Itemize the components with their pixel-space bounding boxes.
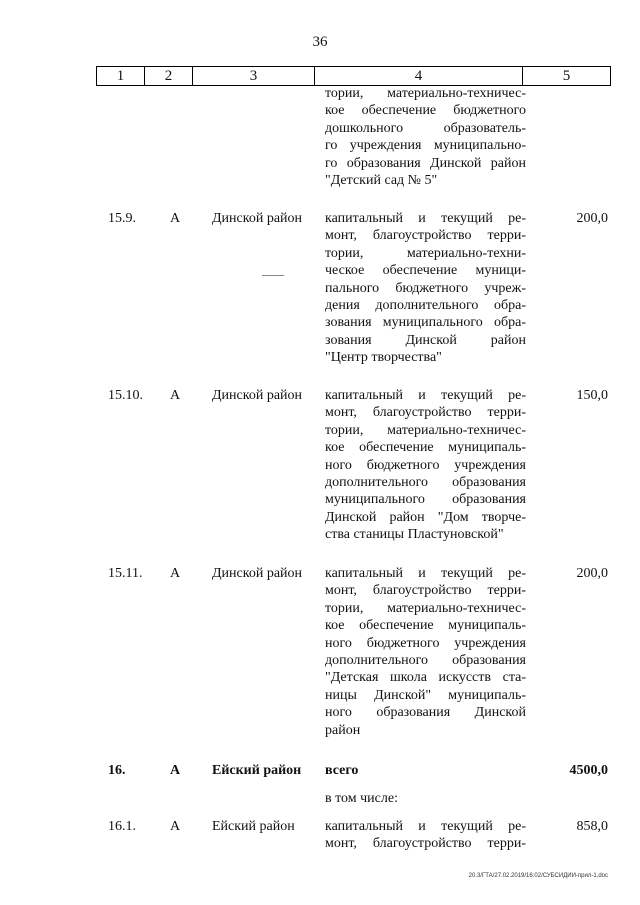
row-description	[325, 565, 526, 739]
row-number: 15.9.	[108, 211, 136, 226]
desc-line: "Центр творчества"	[325, 350, 442, 366]
continuation-description	[325, 85, 526, 189]
desc-line: тории, материально-техничес-	[325, 600, 526, 616]
desc-line: в том числе:	[325, 791, 398, 806]
desc-line: тории, материально-техничес-	[325, 422, 526, 438]
row-description	[325, 210, 526, 367]
table-header-row	[96, 66, 611, 86]
row-district: Динской район	[212, 211, 303, 226]
header-col-2: 2	[145, 67, 193, 85]
desc-line: дения дополнительного обра-	[325, 298, 526, 314]
desc-line: тории, материально-техничес-	[325, 86, 526, 101]
desc-line: тории, материально-техни-	[325, 245, 526, 261]
row-amount: 858,0	[576, 819, 608, 834]
desc-line: ческое обеспечение муници-	[325, 263, 526, 279]
header-col-4: 4	[315, 67, 523, 85]
desc-line: монт, благоустройство терри-	[325, 405, 526, 421]
row-letter: А	[170, 763, 181, 778]
desc-line: монт, благоустройство терри-	[325, 583, 526, 599]
row-letter: А	[170, 819, 181, 834]
row-amount: 4500,0	[569, 763, 608, 778]
desc-line: пального бюджетного учреж-	[325, 280, 526, 296]
row-description	[325, 762, 526, 779]
desc-line: капитальный и текущий ре-	[325, 388, 526, 403]
desc-line: "Детский сад № 5"	[325, 173, 438, 189]
row-letter: А	[170, 566, 181, 581]
desc-line: ницы Динской" муниципаль-	[325, 687, 526, 703]
desc-line: кое обеспечение муниципаль-	[325, 440, 526, 456]
desc-line: ного образования Динской	[325, 705, 526, 721]
desc-line: район	[325, 722, 361, 738]
desc-line: монт, благоустройство терри-	[325, 228, 526, 244]
desc-line: Динской район "Дом творче-	[325, 509, 526, 525]
desc-line: дошкольного образователь-	[325, 120, 526, 136]
desc-line: кое обеспечение бюджетного	[325, 103, 526, 119]
file-path-footer: 20.3/ГТА/27.02.2019/16:02/СУБСИДИИ-прил-1.doc	[468, 873, 608, 879]
row-district: Ейский район	[212, 819, 295, 834]
desc-line: зования муниципального обра-	[325, 315, 526, 331]
row-amount: 150,0	[576, 388, 608, 403]
desc-line: муниципального образования	[325, 492, 526, 508]
desc-line: зования Динской район	[325, 332, 526, 348]
desc-line: го учреждения муниципально-	[325, 138, 526, 154]
row-letter: А	[170, 388, 181, 403]
row-number: 15.10.	[108, 388, 143, 403]
row-number: 16.1.	[108, 819, 136, 834]
row-district: Ейский район	[212, 763, 302, 778]
row-district: Динской район	[212, 388, 303, 403]
row-number: 15.11.	[108, 566, 143, 581]
desc-line: капитальный и текущий ре-	[325, 819, 526, 834]
desc-line: кое обеспечение муниципаль-	[325, 618, 526, 634]
separator-dash	[262, 275, 284, 276]
including-label	[325, 790, 526, 807]
desc-line: го образования Динской район	[325, 155, 526, 171]
header-col-5: 5	[562, 68, 571, 84]
desc-line: "Детская школа искусств ста-	[325, 670, 526, 686]
row-amount: 200,0	[576, 566, 608, 581]
row-district: Динской район	[212, 566, 303, 581]
desc-line: капитальный и текущий ре-	[325, 211, 526, 226]
header-col-3: 3	[193, 67, 315, 85]
desc-line: дополнительного образования	[325, 475, 526, 491]
row-number: 16.	[108, 763, 126, 778]
desc-line: монт, благоустройство терри-	[325, 836, 526, 852]
desc-line: ного бюджетного учреждения	[325, 635, 526, 651]
desc-line: дополнительного образования	[325, 653, 526, 669]
row-description	[325, 387, 526, 544]
row-letter: А	[170, 211, 181, 226]
desc-line: ного бюджетного учреждения	[325, 457, 526, 473]
desc-line: всего	[325, 763, 359, 778]
desc-line: ства станицы Пластуновской"	[325, 527, 504, 543]
desc-line: капитальный и текущий ре-	[325, 566, 526, 581]
page-number: 36	[312, 34, 328, 50]
row-description	[325, 818, 526, 853]
header-col-1: 1	[97, 67, 145, 85]
row-amount: 200,0	[576, 211, 608, 226]
